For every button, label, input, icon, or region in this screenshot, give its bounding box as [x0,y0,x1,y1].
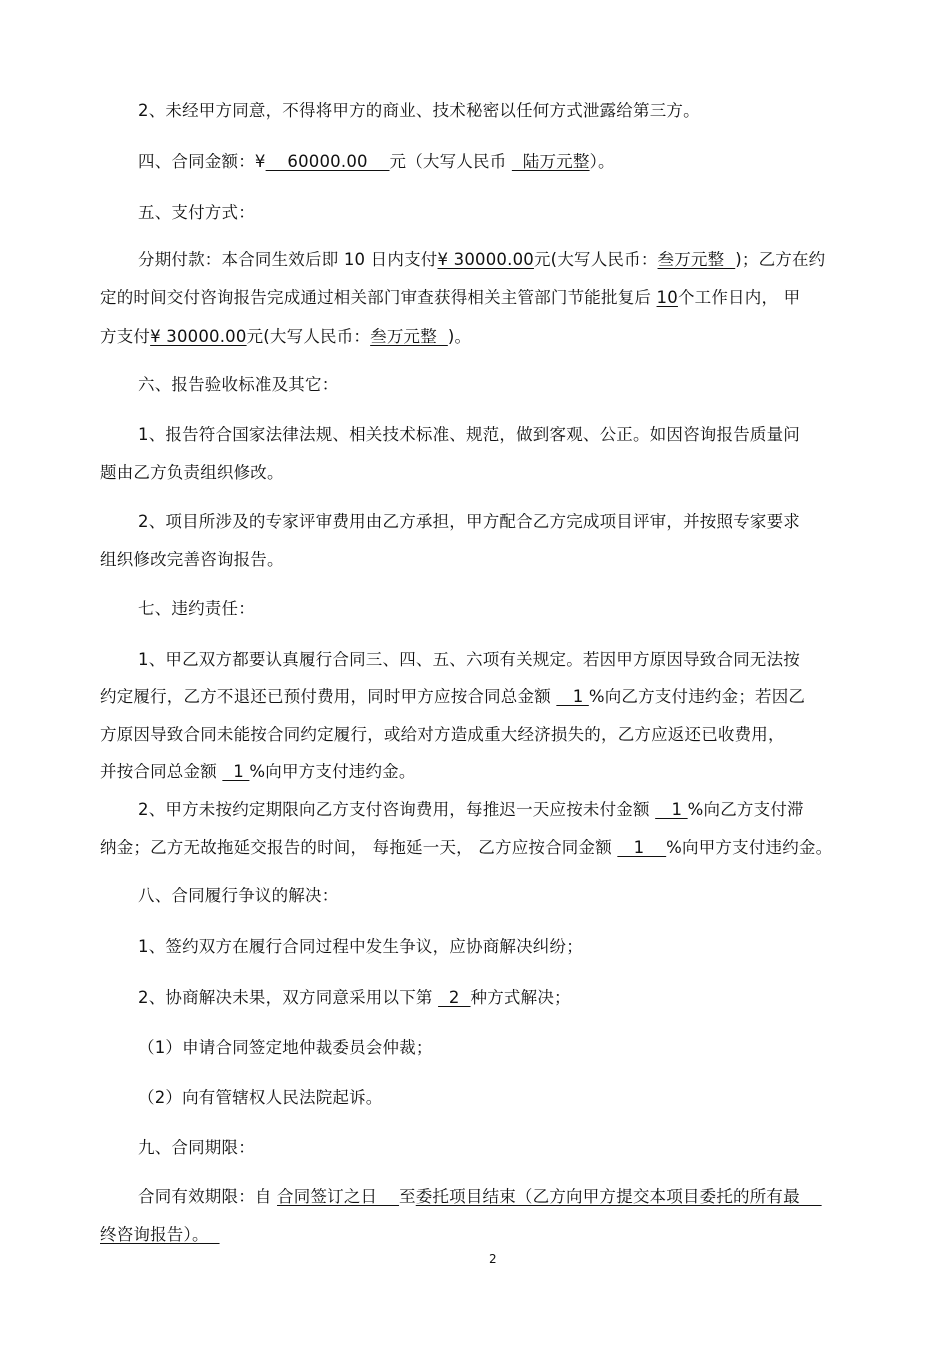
clause-confidentiality-2: 2、未经甲方同意，不得将甲方的商业、技术秘密以任何方式泄露给第三方。 [138,101,700,120]
breach-clause-1-line-3: 方原因导致合同未能按合同约定履行，或给对方造成重大经济损失的，乙方应返还已收费用， [100,725,785,744]
penalty-rate-party-a: 1 [556,687,589,706]
working-days-value: 10 [656,288,678,307]
acceptance-clause-1-line-1: 1、报告符合国家法律法规、相关技术标准、规范，做到客观、公正。如因咨询报告质量问 [138,425,800,444]
section-heading-disputes: 八、合同履行争议的解决： [138,886,339,905]
amount-in-words: 陆万元整 [511,152,590,171]
dispute-method-choice: 2 [438,988,471,1007]
acceptance-clause-1-line-2: 题由乙方负责组织修改。 [100,463,284,482]
payment-line-1: 分期付款：本合同生效后即 10 日内支付¥ 30000.00元(大写人民币：叁万元整 )；乙方在约 [138,250,826,269]
term-end-continued: 终咨询报告）。 [100,1225,220,1244]
payment-line-2: 定的时间交付咨询报告完成通过相关部门审查获得相关主管部门节能批复后 10个工作日内， 甲 [100,288,801,307]
acceptance-clause-2-line-2: 组织修改完善咨询报告。 [100,550,284,569]
dispute-option-2: （2）向有管辖权人民法院起诉。 [138,1088,383,1107]
first-payment-words: 叁万元整 [657,250,736,269]
term-line-2 [100,1225,220,1245]
payment-line-3: 方支付¥ 30000.00元(大写人民币：叁万元整 )。 [100,327,472,346]
second-payment-amount: ¥ 30000.00 [150,327,247,346]
section-heading-term: 九、合同期限： [138,1138,255,1157]
second-payment-words: 叁万元整 [370,327,448,346]
page-number: 2 [489,1252,497,1266]
dispute-option-1: （1）申请合同签定地仲裁委员会仲裁； [138,1038,433,1057]
penalty-rate-party-b: 1 [222,762,250,781]
breach-clause-1-line-4: 并按合同总金额 1 %向甲方支付违约金。 [100,762,416,781]
section-heading-payment: 五、支付方式： [138,203,255,222]
breach-clause-1-line-2: 约定履行，乙方不退还已预付费用，同时甲方应按合同总金额 1 %向乙方支付违约金；若因乙 [100,687,806,706]
breach-clause-2-line-2: 纳金；乙方无故拖延交报告的时间， 每拖延一天， 乙方应按合同金额 1 %向甲方支付违约金。 [100,838,833,857]
contract-amount-line: 四、合同金额：¥ 60000.00 元（大写人民币 陆万元整）。 [138,152,615,171]
amount-value: 60000.00 [265,152,390,171]
breach-clause-1-line-1: 1、甲乙双方都要认真履行合同三、四、五、六项有关规定。若因甲方原因导致合同无法按 [138,650,800,669]
late-fee-rate: 1 [655,800,688,819]
breach-clause-2-line-1: 2、甲方未按约定期限向乙方支付咨询费用，每推迟一天应按未付金额 1 %向乙方支付滞 [138,800,804,819]
delay-penalty-rate: 1 [617,838,667,857]
acceptance-clause-2-line-1: 2、项目所涉及的专家评审费用由乙方承担，甲方配合乙方完成项目评审，并按照专家要求 [138,512,800,531]
section-heading-acceptance: 六、报告验收标准及其它： [138,375,339,394]
dispute-clause-1: 1、签约双方在履行合同过程中发生争议，应协商解决纠纷； [138,937,583,956]
dispute-clause-2: 2、协商解决未果，双方同意采用以下第 2 种方式解决； [138,988,571,1007]
section-heading-breach: 七、违约责任： [138,599,255,618]
term-end: 委托项目结束（乙方向甲方提交本项目委托的所有最 [415,1187,822,1206]
first-payment-amount: ¥ 30000.00 [437,250,534,269]
term-start: 合同签订之日 [277,1187,400,1206]
term-line-1: 合同有效期限：自 合同签订之日 至委托项目结束（乙方向甲方提交本项目委托的所有最 [138,1187,822,1206]
